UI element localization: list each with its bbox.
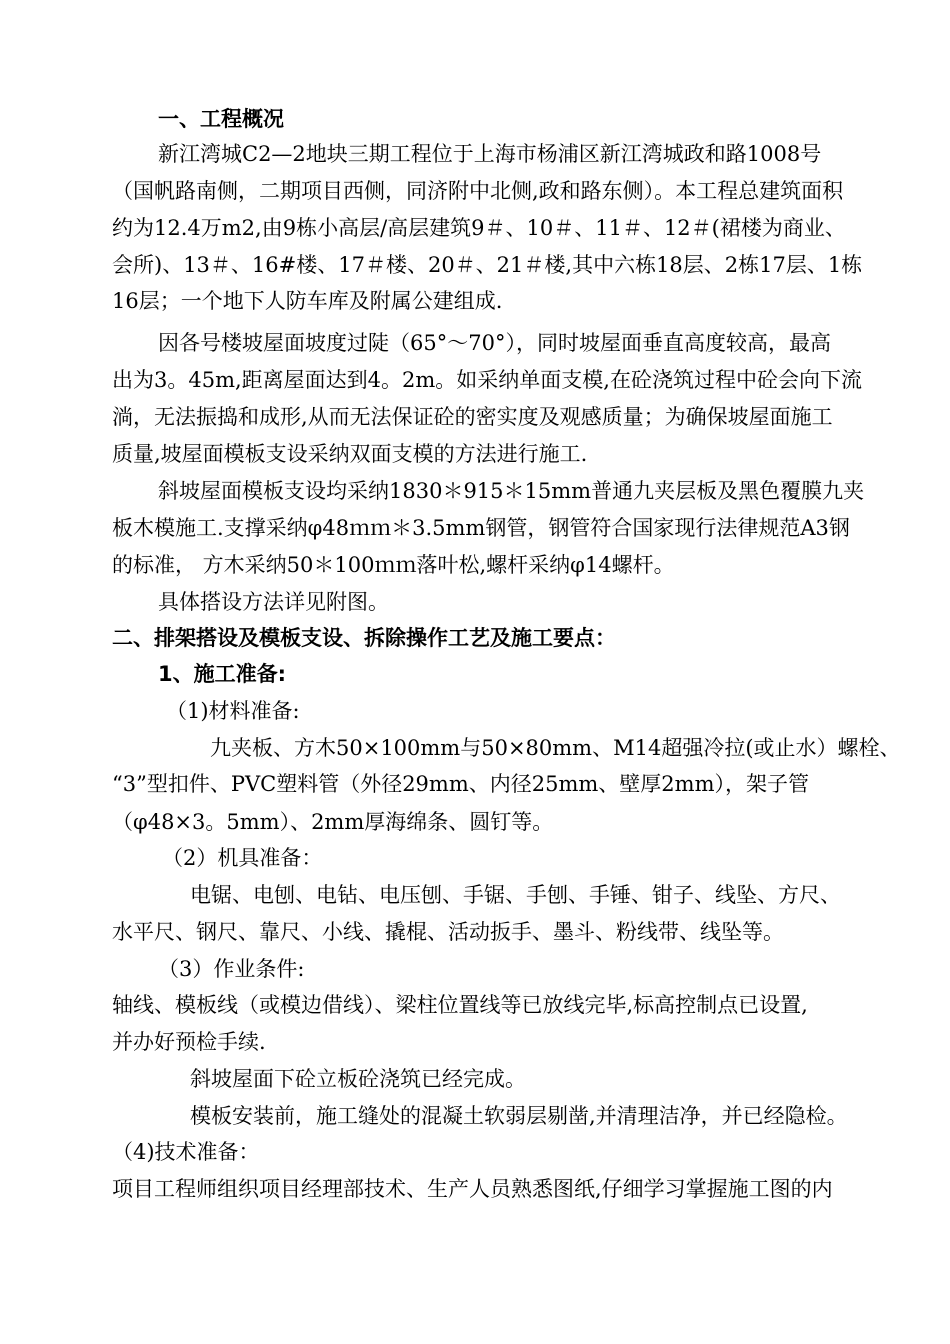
para1-line-4: 会所)、13＃、16#楼、17＃楼、20＃、21＃楼,其中六栋18层、2栋17层、1栋	[112, 253, 863, 277]
materials-line-3: （φ48×3。5mm）、2mm厚海绵条、圆钉等。	[112, 810, 554, 834]
para3-line-2: 板木模施工.支撑采纳φ48ｍｍ＊3.5mm钢管，钢管符合国家现行法律规范A3钢	[112, 516, 850, 540]
para1-line-3: 约为12.4万m2,由9栋小高层/高层建筑9＃、10＃、11＃、12＃(裙楼为商业、	[112, 216, 846, 240]
para2-line-3: 淌，无法振捣和成形,从而无法保证砼的密实度及观感质量；为确保坡屋面施工	[112, 405, 833, 429]
tools-line-2: 水平尺、钢尺、靠尺、小线、撬棍、活动扳手、墨斗、粉线带、线坠等。	[112, 920, 784, 944]
conditions-line-4: 模板安装前，施工缝处的混凝土软弱层剔凿,并清理洁净，并已经隐检。	[190, 1104, 848, 1128]
sub1-heading: 1、施工准备:	[158, 662, 287, 686]
para2-line-2: 出为3。45m,距离屋面达到4。2m。如采纳单面支模,在砼浇筑过程中砼会向下流	[112, 368, 862, 392]
para3-line-3: 的标准， 方木采纳50＊100ｍｍ落叶松,螺杆采纳φ14螺杆。	[112, 553, 675, 577]
tools-heading: （2）机具准备：	[162, 846, 323, 870]
conditions-line-2: 并办好预检手续.	[112, 1030, 266, 1054]
para4: 具体搭设方法详见附图。	[158, 590, 389, 614]
conditions-line-3: 斜坡屋面下砼立板砼浇筑已经完成。	[190, 1067, 526, 1091]
para1-line-1: 新江湾城C2—2地块三期工程位于上海市杨浦区新江湾城政和路1008号	[158, 142, 822, 166]
section1-heading: 一、工程概况	[158, 107, 284, 131]
para1-line-2: （国帆路南侧，二期项目西侧，同济附中北侧,政和路东侧）。本工程总建筑面积	[112, 179, 844, 203]
para1-line-5: 16层；一个地下人防车库及附属公建组成.	[112, 289, 503, 313]
conditions-heading: （3）作业条件:	[158, 957, 305, 981]
para3-line-1: 斜坡屋面模板支设均采纳1830＊915＊15mm普通九夹层板及黑色覆膜九夹	[158, 479, 865, 503]
section2-heading: 二、排架搭设及模板支设、拆除操作工艺及施工要点：	[112, 626, 616, 650]
para2-line-4: 质量,坡屋面模板支设采纳双面支模的方法进行施工.	[112, 442, 588, 466]
technical-heading: （4)技术准备：	[112, 1140, 260, 1164]
conditions-line-1: 轴线、模板线（或模边借线）、梁柱位置线等已放线完毕,标高控制点已设置,	[112, 993, 808, 1017]
materials-line-2: “3”型扣件、PVC塑料管（外径29mm、内径25mm、壁厚2mm），架子管	[112, 772, 809, 796]
materials-line-1: 九夹板、方木50×100mm与50×80mm、M14超强冷拉(或止水）螺栓、	[210, 736, 901, 760]
materials-heading: （1)材料准备:	[166, 699, 300, 723]
technical-line-1: 项目工程师组织项目经理部技术、生产人员熟悉图纸,仔细学习掌握施工图的内	[112, 1177, 833, 1201]
tools-line-1: 电锯、电刨、电钻、电压刨、手锯、手刨、手锤、钳子、线坠、方尺、	[190, 883, 841, 907]
para2-line-1: 因各号楼坡屋面坡度过陡（65°～70°），同时坡屋面垂直高度较高，最高	[158, 331, 831, 355]
